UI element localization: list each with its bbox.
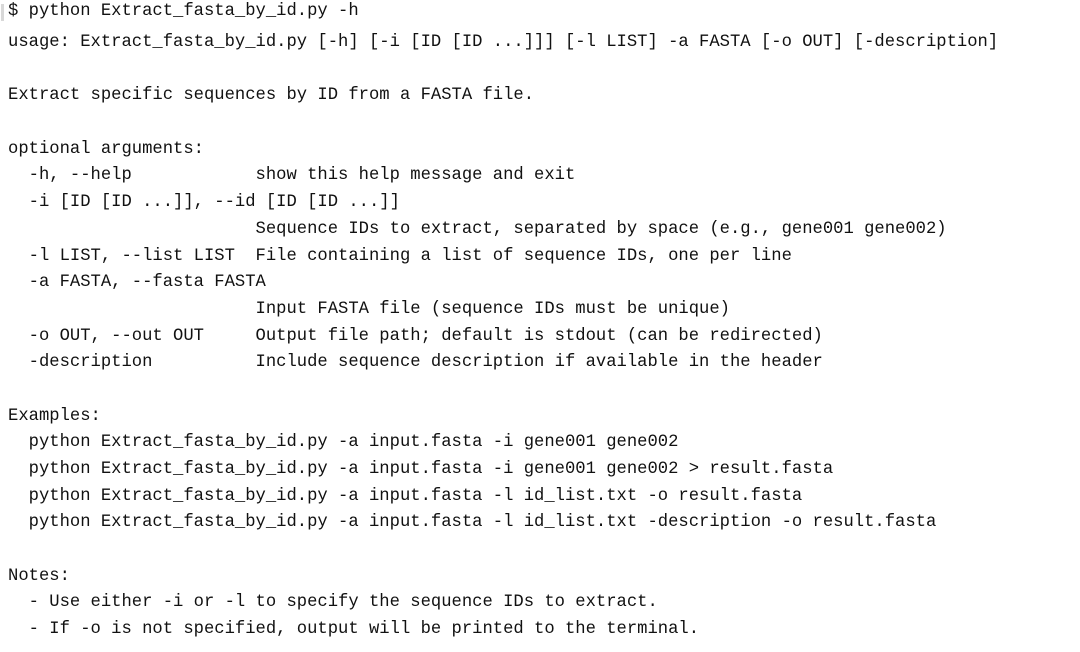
blank-line bbox=[8, 377, 998, 404]
note-line: - Use either -i or -l to specify the sequence IDs to extract. bbox=[8, 593, 658, 613]
example-line: python Extract_fasta_by_id.py -a input.fasta -i gene001 gene002 bbox=[8, 433, 679, 453]
option-id: -i [ID [ID ...]], --id [ID [ID ...]] bbox=[8, 193, 400, 213]
option-list: -l LIST, --list LIST File containing a list of sequence IDs, one per line bbox=[8, 246, 792, 266]
example-line: python Extract_fasta_by_id.py -a input.fasta -l id_list.txt -o result.fasta bbox=[8, 486, 803, 506]
blank-line bbox=[8, 537, 998, 564]
blank-line bbox=[8, 110, 998, 137]
option-id-description: Sequence IDs to extract, separated by space (e.g., gene001 gene002) bbox=[8, 219, 947, 239]
option-description: -description Include sequence description if available in the header bbox=[8, 353, 823, 373]
section-heading-notes: Notes: bbox=[8, 566, 70, 586]
note-line: - If -o is not specified, output will be printed to the terminal. bbox=[8, 620, 700, 640]
section-heading-optional-arguments: optional arguments: bbox=[8, 139, 204, 159]
terminal-output bbox=[8, 30, 998, 644]
text-cursor-mark bbox=[1, 4, 4, 21]
blank-line bbox=[8, 57, 998, 84]
section-heading-examples: Examples: bbox=[8, 406, 101, 426]
option-help: -h, --help show this help message and exit bbox=[8, 166, 576, 186]
example-line: python Extract_fasta_by_id.py -a input.fasta -i gene001 gene002 > result.fasta bbox=[8, 460, 834, 479]
option-fasta: -a FASTA, --fasta FASTA bbox=[8, 273, 266, 293]
option-out: -o OUT, --out OUT Output file path; default is stdout (can be redirected) bbox=[8, 326, 823, 346]
usage-line: usage: Extract_fasta_by_id.py [-h] [-i [ID [ID ...]]] [-l LIST] -a FASTA [-o OUT] [-description] bbox=[8, 33, 999, 52]
example-line: python Extract_fasta_by_id.py -a input.fasta -l id_list.txt -description -o result.fasta bbox=[8, 513, 937, 533]
description-text: Extract specific sequences by ID from a FASTA file. bbox=[8, 86, 535, 106]
command-line: $ python Extract_fasta_by_id.py -h bbox=[8, 2, 359, 21]
option-fasta-description: Input FASTA file (sequence IDs must be unique) bbox=[8, 299, 730, 319]
